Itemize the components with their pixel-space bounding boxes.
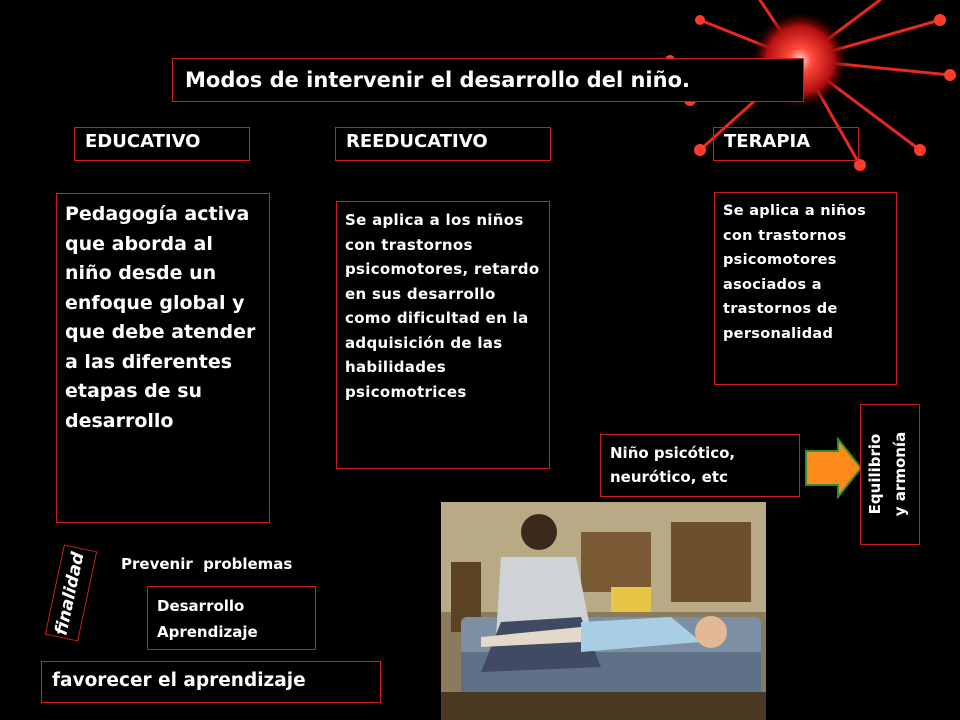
favorecer-box: favorecer el aprendizaje [41,661,381,703]
page-title: Modos de intervenir el desarrollo del niño. [172,58,804,102]
heading-educativo: EDUCATIVO [74,127,250,161]
heading-reeducativo: REEDUCATIVO [335,127,551,161]
nino-psicotico-box [600,434,800,497]
nino-psicotico-line2: neurótico, etc [610,468,728,486]
desarrollo-box [147,586,316,650]
equilibrio-line2: y armonía [891,431,909,517]
text-reeducativo: Se aplica a los niños con trastornos psicomotores, retardo en sus desarrollo como dificultad en la adquisición de las habilidades psicomotrices [336,201,550,469]
heading-terapia: TERAPIA [713,127,859,161]
prevenir-label: Prevenir problemas [121,555,293,573]
text-educativo: Pedagogía activa que aborda al niño desde un enfoque global y que debe atender a las diferentes etapas de su desarrollo [56,193,270,523]
finalidad-label: finalidad [51,550,89,638]
nino-psicotico-line1: Niño psicótico, [610,444,736,462]
desarrollo-line2: Aprendizaje [157,623,258,641]
text-terapia: Se aplica a niños con trastornos psicomotores asociados a trastornos de personalidad [714,192,897,385]
desarrollo-line1: Desarrollo [157,597,245,615]
equilibrio-line1: Equilibrio [866,433,884,515]
therapy-photo [441,502,766,720]
right-arrow-icon [804,437,864,499]
